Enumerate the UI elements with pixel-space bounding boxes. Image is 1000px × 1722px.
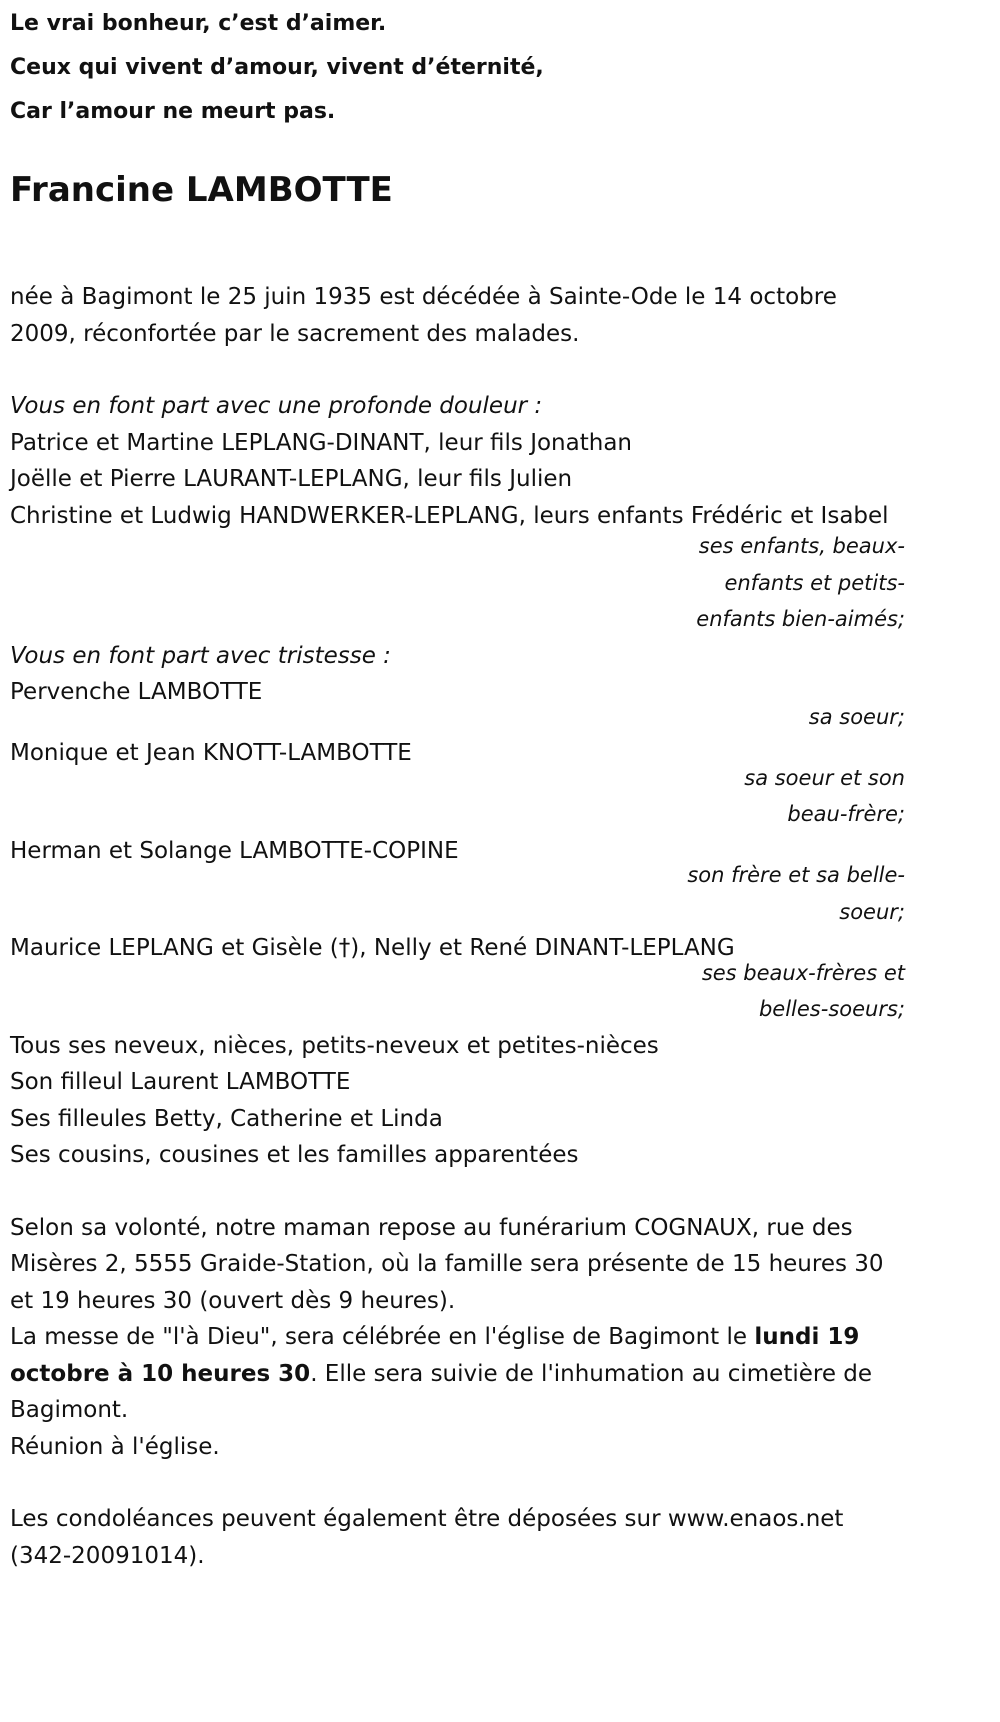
relation-label: sa soeur;: [808, 704, 905, 729]
verse-line: Le vrai bonheur, c’est d’aimer.: [10, 11, 387, 36]
opening-verse: [10, 2, 905, 134]
family-line: Ses cousins, cousines et les familles apparentées: [10, 1142, 579, 1168]
obituary-notice: [10, 0, 905, 1574]
condolences-info: Les condoléances peuvent également être déposées sur www.enaos.net (342-20091014).: [10, 1506, 844, 1569]
relation-label: ses beaux-frères et belles-soeurs;: [701, 960, 905, 1021]
verse-line: Ceux qui vivent d’amour, vivent d’éternité,: [10, 55, 544, 80]
verse-line: Car l’amour ne meurt pas.: [10, 99, 336, 124]
mass-info: [10, 1319, 905, 1429]
funeral-arrangements: [10, 1210, 905, 1466]
relation-label: sa soeur et son beau-frère;: [744, 765, 905, 826]
family-line: Tous ses neveux, nièces, petits-neveux et petites-nièces: [10, 1032, 659, 1059]
sibling-name: Maurice LEPLANG et Gisèle (†), Nelly et René DINANT-LEPLANG: [10, 935, 735, 961]
relation-label: ses enfants, beaux-enfants et petits-enfants bien-aimés;: [696, 534, 905, 631]
family-line: Joëlle et Pierre LAURANT-LEPLANG, leur fils Julien: [10, 466, 573, 492]
mass-date: lundi 19 octobre à 10 heures 30: [10, 1324, 860, 1387]
birth-death-statement: née à Bagimont le 25 juin 1935 est décédée à Sainte-Ode le 14 octobre 2009, réconfortée par le sacrement des malades.: [10, 284, 837, 347]
family-line: Patrice et Martine LEPLANG-DINANT, leur fils Jonathan: [10, 429, 632, 456]
extended-family: [10, 1028, 905, 1174]
family-section-children: [10, 388, 905, 534]
family-line: Ses filleules Betty, Catherine et Linda: [10, 1105, 443, 1132]
sibling-name: Pervenche LAMBOTTE: [10, 679, 263, 705]
meeting-info: Réunion à l'église.: [10, 1433, 220, 1460]
sibling-name: Monique et Jean KNOTT-LAMBOTTE: [10, 740, 412, 766]
mass-text: La messe de "l'à Dieu", sera célébrée en l'église de Bagimont le: [10, 1324, 755, 1350]
section-intro: Vous en font part avec tristesse :: [10, 642, 391, 669]
mass-text-after: . Elle sera suivie de l'inhumation au cimetière de Bagimont.: [10, 1360, 873, 1423]
funerarium-info: Selon sa volonté, notre maman repose au funérarium COGNAUX, rue des Misères 2, 5555 Graide-Station, où la famille sera présente de 15 heures 30 et 19 heures 30 (ouvert dès 9 heures).: [10, 1214, 884, 1314]
deceased-name: Francine LAMBOTTE: [10, 170, 393, 210]
relation-label: son frère et sa belle-soeur;: [687, 863, 905, 924]
sibling-name: Herman et Solange LAMBOTTE-COPINE: [10, 837, 459, 864]
family-line: Son filleul Laurent LAMBOTTE: [10, 1069, 351, 1095]
family-line: Christine et Ludwig HANDWERKER-LEPLANG, leurs enfants Frédéric et Isabel: [10, 502, 889, 529]
section-intro: Vous en font part avec une profonde douleur :: [10, 393, 543, 419]
